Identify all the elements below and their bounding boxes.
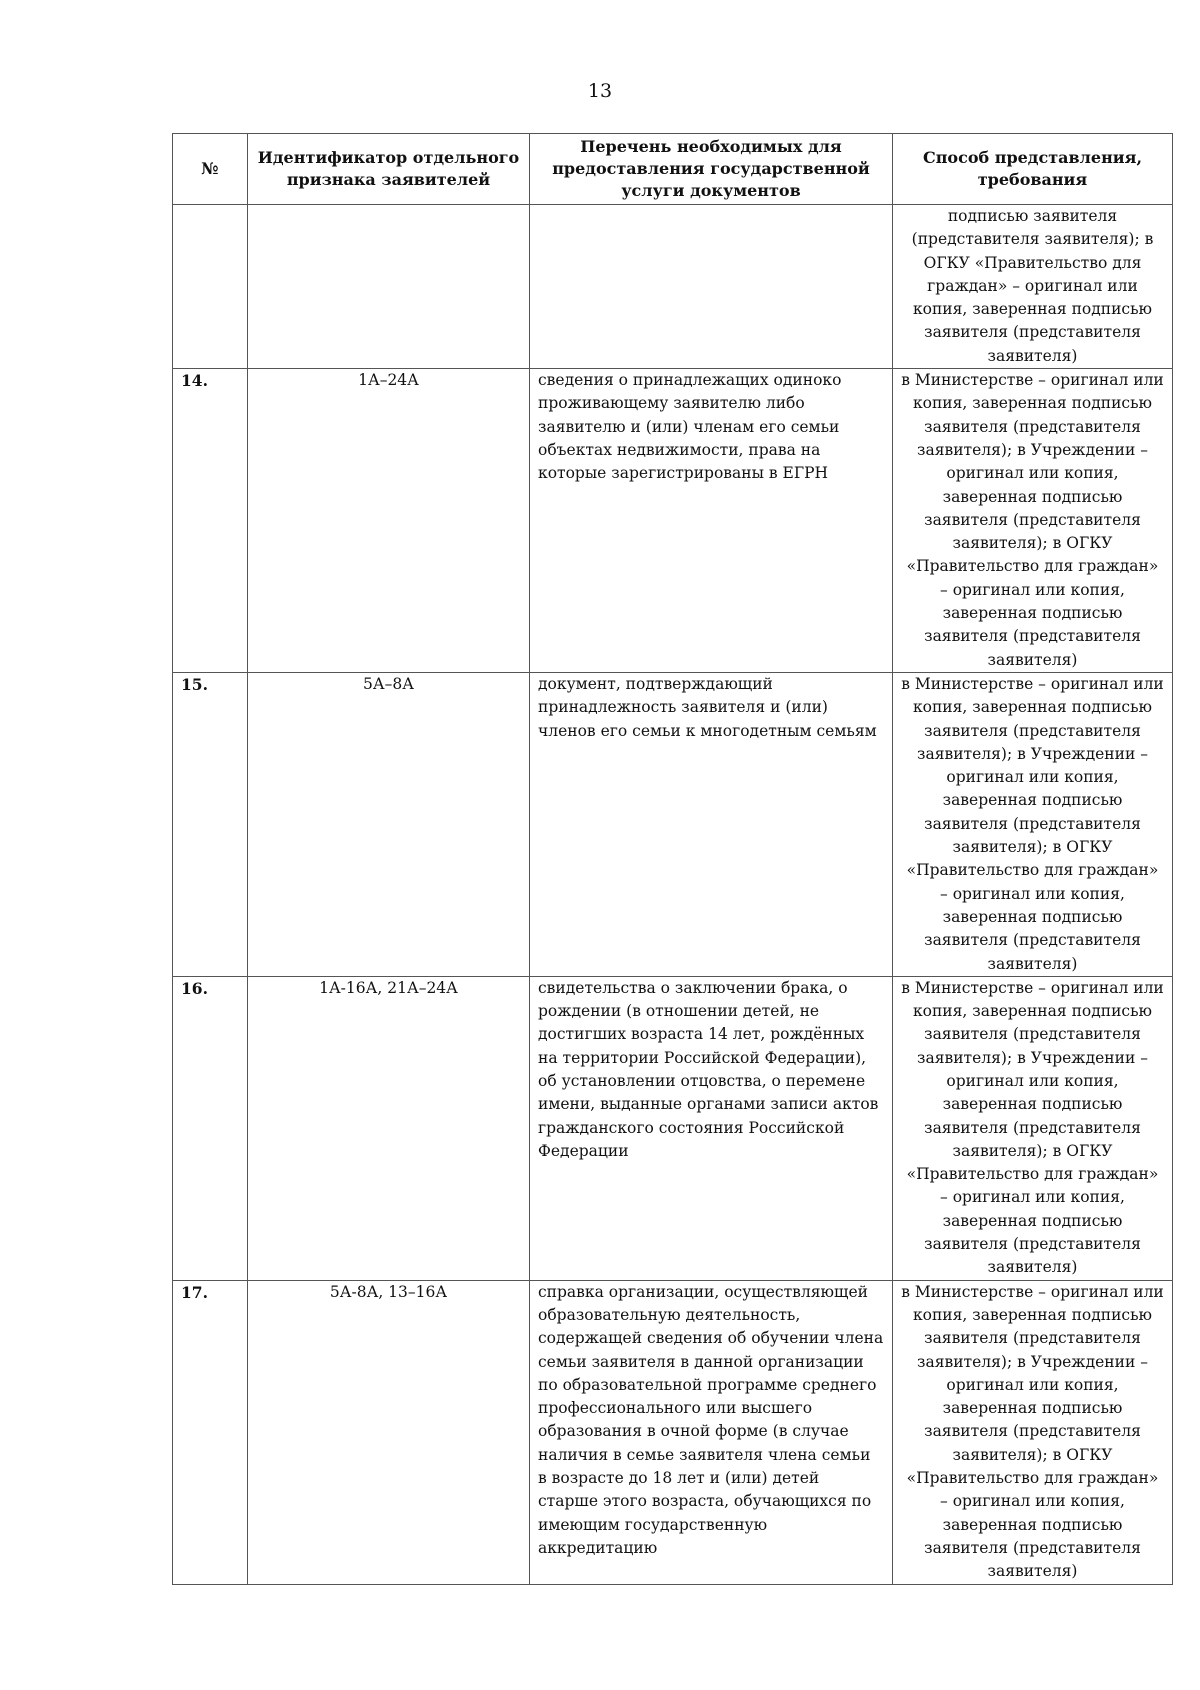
cell-identifier <box>248 205 530 369</box>
cell-documents: справка организации, осуществляющей образовательную деятельность, содержащей сведения об обучении члена семьи заявителя в данной организации по образовательной программе среднего профессионального или высшего образования в очной форме (в случае наличия в семье заявителя члена семьи в возрасте до 18 лет и (или) детей старше этого возраста, обучающихся по имеющим государственную аккредитацию <box>530 1280 893 1584</box>
page-number: 13 <box>587 80 613 102</box>
cell-documents <box>530 205 893 369</box>
cell-method: в Министерстве – оригинал или копия, заверенная подписью заявителя (представителя заявителя); в Учреждении – оригинал или копия, заверенная подписью заявителя (представителя заявителя); в ОГКУ «Правительство для граждан» – оригинал или копия, заверенная подписью заявителя (представителя заявителя) <box>893 369 1173 673</box>
cell-method: в Министерстве – оригинал или копия, заверенная подписью заявителя (представителя заявителя); в Учреждении – оригинал или копия, заверенная подписью заявителя (представителя заявителя); в ОГКУ «Правительство для граждан» – оригинал или копия, заверенная подписью заявителя (представителя заявителя) <box>893 976 1173 1280</box>
table-row <box>173 976 1173 1280</box>
header-documents: Перечень необходимых для предоставления государственной услуги документов <box>530 134 893 205</box>
table-header-row <box>173 134 1173 205</box>
header-number: № <box>173 134 248 205</box>
cell-number: 14. <box>173 369 248 673</box>
cell-identifier: 1А–24А <box>248 369 530 673</box>
cell-identifier: 1А-16А, 21А–24А <box>248 976 530 1280</box>
cell-identifier: 5А-8А, 13–16А <box>248 1280 530 1584</box>
cell-documents: свидетельства о заключении брака, о рождении (в отношении детей, не достигших возраста 14 лет, рождённых на территории Российской Федерации), об установлении отцовства, о перемене имени, выданные органами записи актов гражданского состояния Российской Федерации <box>530 976 893 1280</box>
cell-method: в Министерстве – оригинал или копия, заверенная подписью заявителя (представителя заявителя); в Учреждении – оригинал или копия, заверенная подписью заявителя (представителя заявителя); в ОГКУ «Правительство для граждан» – оригинал или копия, заверенная подписью заявителя (представителя заявителя) <box>893 1280 1173 1584</box>
header-method: Способ представления, требования <box>893 134 1173 205</box>
cell-documents: документ, подтверждающий принадлежность заявителя и (или) членов его семьи к многодетным семьям <box>530 672 893 976</box>
cell-documents: сведения о принадлежащих одиноко проживающему заявителю либо заявителю и (или) членам его семьи объектах недвижимости, права на которые зарегистрированы в ЕГРН <box>530 369 893 673</box>
table-row-continuation <box>173 205 1173 369</box>
header-identifier: Идентификатор отдельного признака заявителей <box>248 134 530 205</box>
cell-number <box>173 205 248 369</box>
cell-number: 16. <box>173 976 248 1280</box>
cell-method: в Министерстве – оригинал или копия, заверенная подписью заявителя (представителя заявителя); в Учреждении – оригинал или копия, заверенная подписью заявителя (представителя заявителя); в ОГКУ «Правительство для граждан» – оригинал или копия, заверенная подписью заявителя (представителя заявителя) <box>893 672 1173 976</box>
cell-number: 17. <box>173 1280 248 1584</box>
cell-number: 15. <box>173 672 248 976</box>
table-row <box>173 1280 1173 1584</box>
table-row <box>173 369 1173 673</box>
cell-method: подписью заявителя (представителя заявителя); в ОГКУ «Правительство для граждан» – оригинал или копия, заверенная подписью заявителя (представителя заявителя) <box>893 205 1173 369</box>
table-row <box>173 672 1173 976</box>
documents-table <box>172 133 1173 1585</box>
cell-identifier: 5А–8А <box>248 672 530 976</box>
